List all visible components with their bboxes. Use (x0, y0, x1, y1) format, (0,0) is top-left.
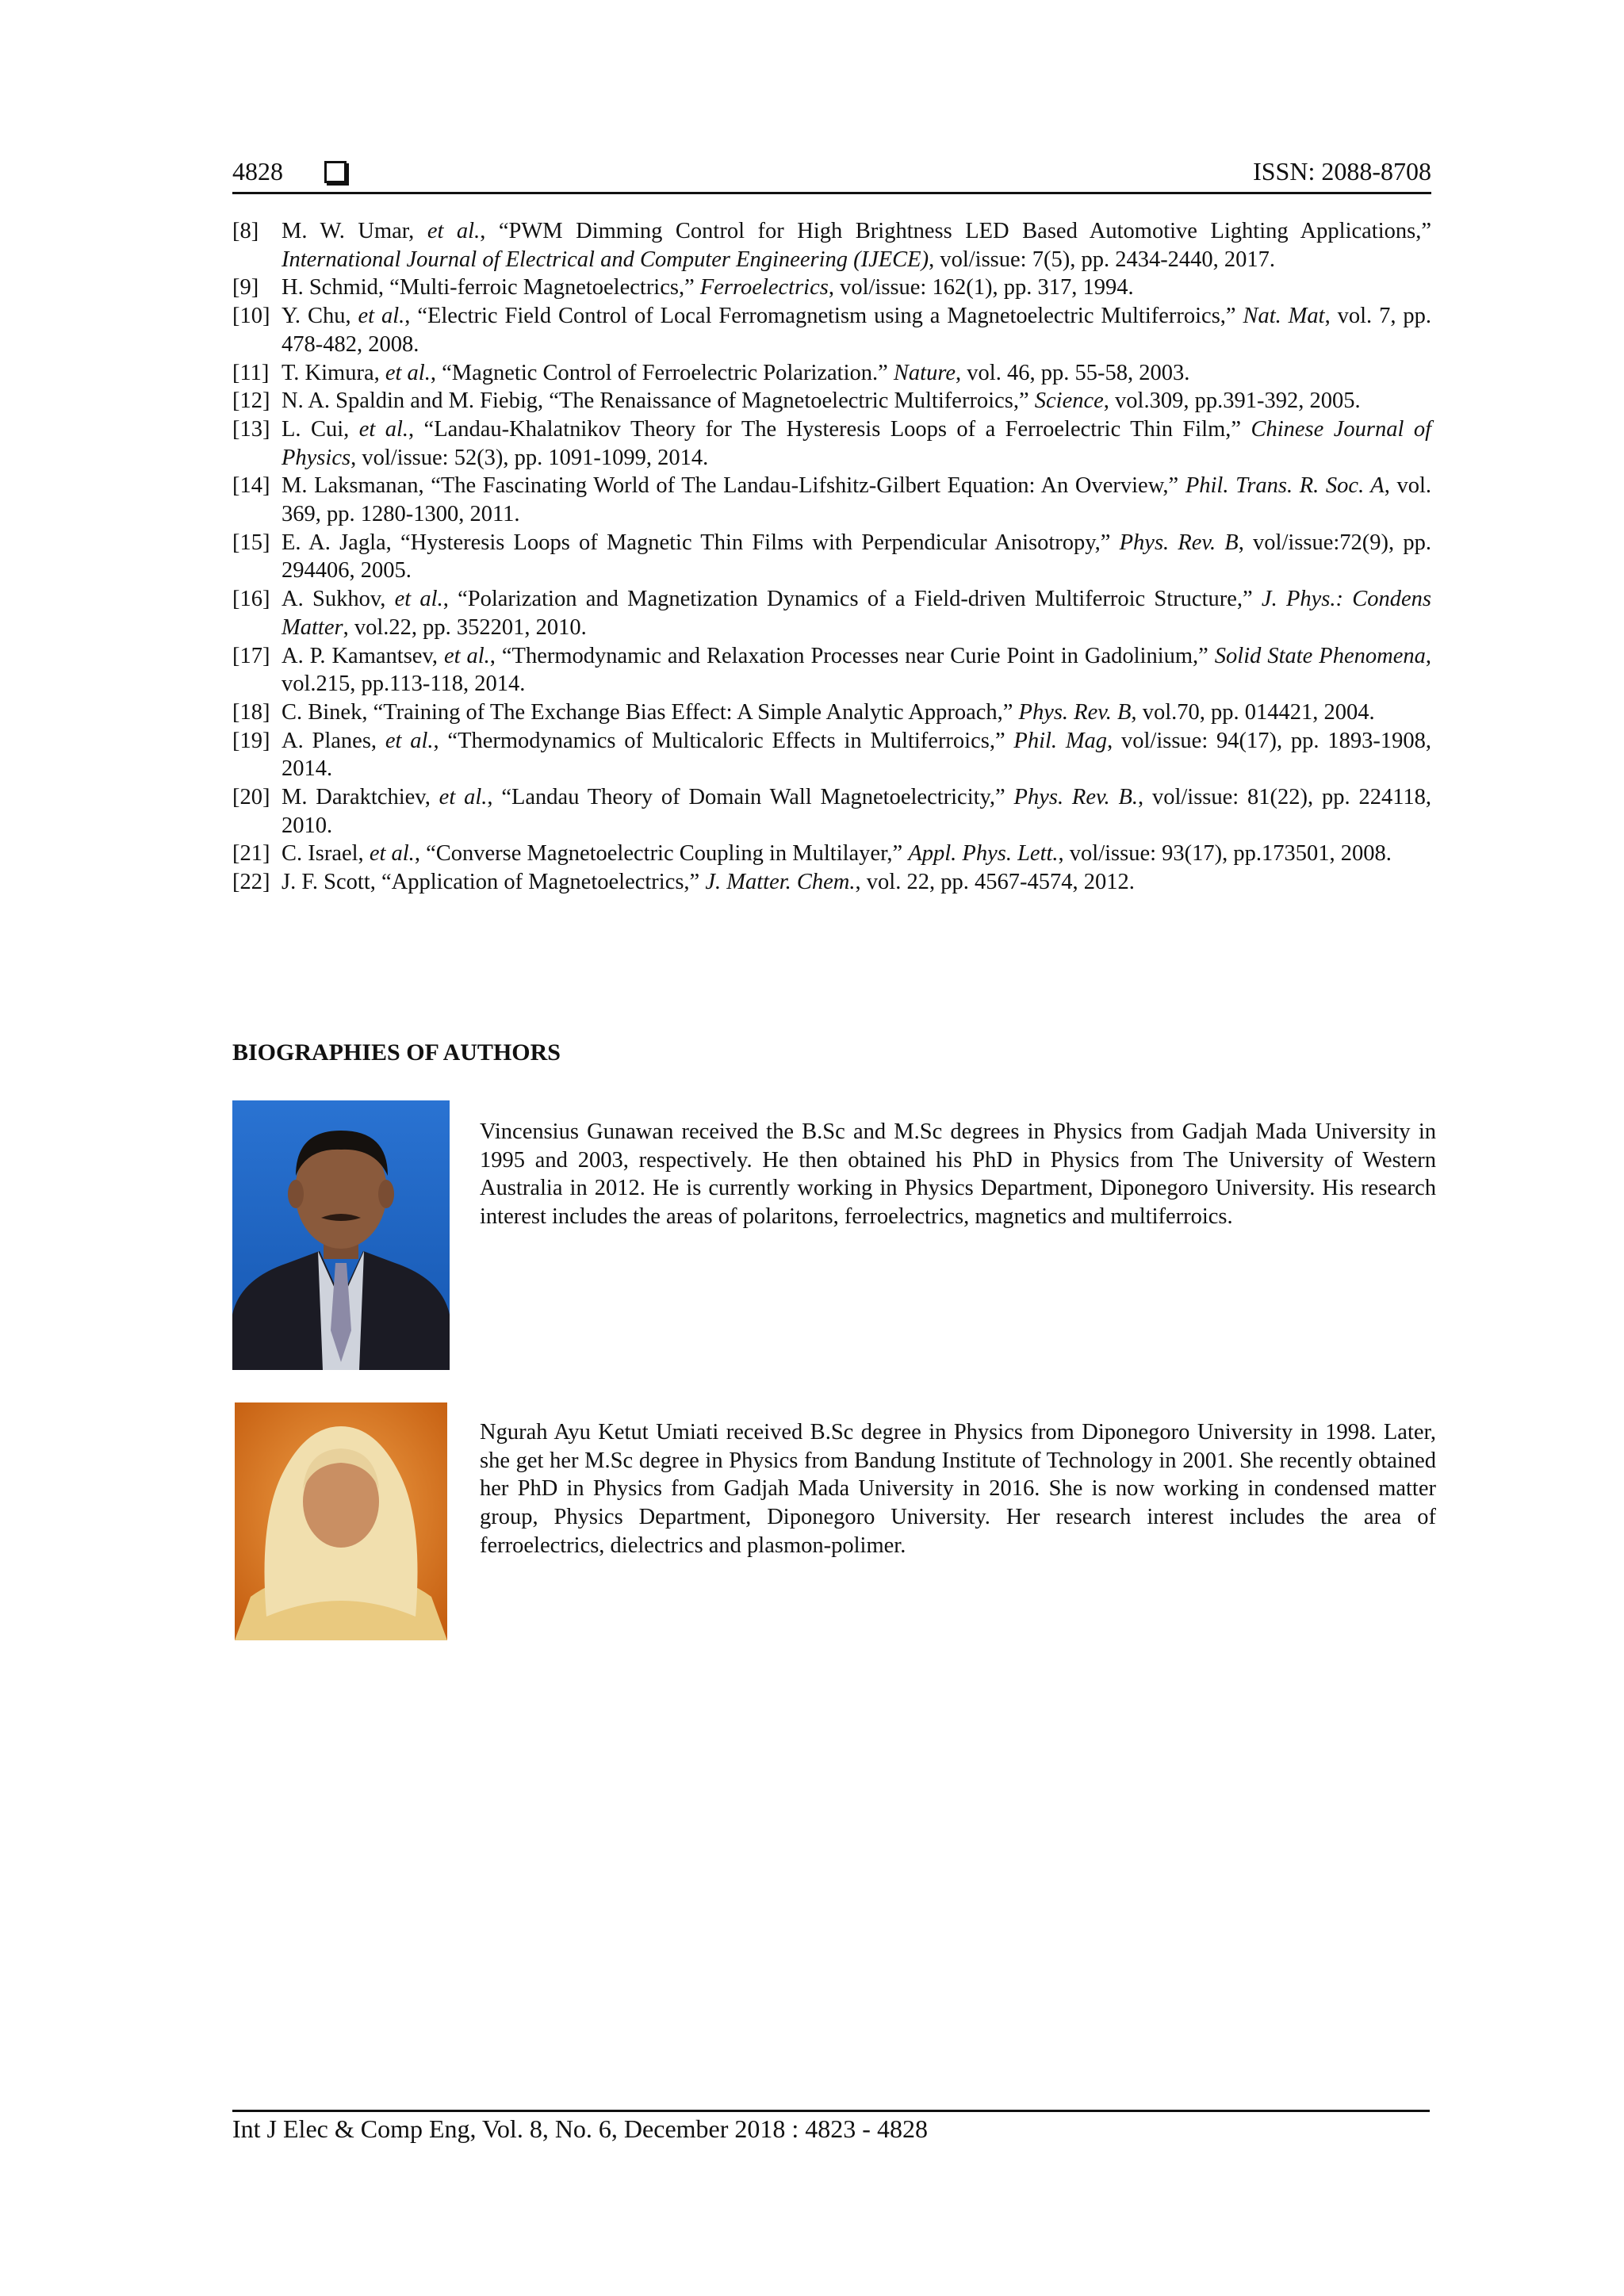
reference-text: , vol/issue: 7(5), pp. 2434-2440, 2017. (929, 247, 1276, 272)
issn: ISSN: 2088-8708 (1253, 157, 1431, 186)
reference-text: , vol. 7, pp. 478-482, 2008. (282, 304, 1431, 357)
reference-text: , vol.309, pp.391-392, 2005. (1103, 388, 1361, 414)
reference-item (232, 868, 1431, 897)
author-photo-gunawan (232, 1100, 450, 1370)
reference-number: [8] (232, 219, 259, 243)
reference-item (232, 698, 1431, 727)
reference-italic-text: Nature (893, 360, 956, 385)
reference-italic-text: et al. (427, 219, 481, 243)
reference-item (232, 585, 1431, 641)
reference-text: , “Landau-Khalatnikov Theory for The Hysteresis Loops of a Ferroelectric Thin Film,” (408, 416, 1251, 442)
ear-right (378, 1180, 394, 1208)
reference-italic-text: Nat. Mat (1243, 304, 1325, 329)
page-number: 4828 (232, 157, 283, 186)
reference-number: [10] (232, 304, 270, 329)
reference-item (232, 529, 1431, 585)
reference-text: H. Schmid, “Multi-ferroic Magnetoelectrics,” (282, 275, 700, 300)
reference-text: , vol/issue: 52(3), pp. 1091-1099, 2014. (350, 445, 709, 470)
biographies-heading: BIOGRAPHIES OF AUTHORS (232, 1039, 561, 1066)
reference-text: N. A. Spaldin and M. Fiebig, “The Renaissance of Magnetoelectric Multiferroics,” (282, 388, 1035, 414)
reference-number: [11] (232, 360, 270, 385)
reference-text: , “Converse Magnetoelectric Coupling in Multilayer,” (414, 841, 909, 867)
checkbox-glyph-icon (324, 161, 347, 183)
reference-text: M. Laksmanan, “The Fascinating World of The Landau-Lifshitz-Gilbert Equation: An Overview,” (282, 473, 1185, 499)
reference-text: A. Sukhov, (282, 587, 395, 612)
reference-text: , vol/issue: 94(17), pp. 1893-1908, 2014. (282, 728, 1431, 782)
reference-number: [22] (232, 870, 270, 895)
reference-number: [17] (232, 643, 270, 668)
reference-text: , “PWM Dimming Control for High Brightness LED Based Automotive Lighting Applications,” (480, 219, 1431, 243)
reference-italic-text: Ferroelectrics (699, 275, 829, 300)
author-bio-gunawan: Vincensius Gunawan received the B.Sc and M.Sc degrees in Physics from Gadjah Mada University in 1995 and 2003, respectively. He then obtained his PhD in Physics from The University of Western Australia in 2012. He is currently working in Physics Department, Diponegoro University. His research interest includes the areas of polaritons, ferroelectrics, magnetics and multiferroics. (480, 1119, 1436, 1230)
reference-text: , vol/issue: 162(1), pp. 317, 1994. (828, 275, 1134, 300)
reference-text: vol.70, pp. 014421, 2004. (1136, 699, 1375, 725)
page-header (232, 155, 1431, 187)
reference-text: A. P. Kamantsev, (282, 643, 444, 668)
reference-italic-text: et al. (443, 643, 490, 668)
header-rule (232, 192, 1431, 194)
reference-list (232, 217, 1431, 897)
reference-number: [13] (232, 416, 270, 442)
reference-italic-text: Science (1034, 388, 1104, 414)
reference-text: L. Cui, (282, 416, 359, 442)
reference-item (232, 727, 1431, 783)
reference-item (232, 783, 1431, 840)
reference-italic-text: Phys. Rev. B. (1013, 785, 1138, 810)
ear-left (288, 1180, 304, 1208)
reference-text: , “Polarization and Magnetization Dynamics of a Field-driven Multiferroic Structure,” (442, 587, 1262, 612)
reference-text: , “Landau Theory of Domain Wall Magnetoelectricity,” (487, 785, 1014, 810)
reference-italic-text: Phys. Rev. B (1119, 530, 1239, 555)
reference-text: , “Electric Field Control of Local Ferromagnetism using a Magnetoelectric Multiferroics,” (404, 304, 1243, 329)
reference-text: M. Daraktchiev, (282, 785, 439, 810)
reference-text: A. Planes, (282, 728, 385, 753)
reference-text: C. Israel, (282, 841, 370, 867)
reference-text: T. Kimura, (282, 360, 385, 385)
reference-item (232, 472, 1431, 528)
reference-italic-text: J. Phys.: Condens Matter (282, 587, 1431, 640)
reference-number: [9] (232, 275, 259, 300)
reference-italic-text: Appl. Phys. Lett. (908, 841, 1059, 867)
reference-text: M. W. Umar, (282, 219, 427, 243)
reference-italic-text: et al. (394, 587, 443, 612)
reference-item (232, 415, 1431, 472)
reference-italic-text: International Journal of Electrical and Computer Engineering (IJECE) (282, 247, 929, 272)
reference-text: , vol.215, pp.113-118, 2014. (282, 643, 1431, 697)
reference-text: , vol. 22, pp. 4567-4574, 2012. (855, 870, 1135, 895)
reference-text: , “Magnetic Control of Ferroelectric Polarization.” (430, 360, 894, 385)
reference-number: [15] (232, 530, 270, 555)
reference-italic-text: et al. (358, 304, 405, 329)
reference-item (232, 642, 1431, 698)
reference-italic-text: et al. (439, 785, 488, 810)
author-bio-umiati: Ngurah Ayu Ketut Umiati received B.Sc degree in Physics from Diponegoro University in 1998. Later, she get her M.Sc degree in Physics from Bandung Institute of Technology in 2001. She recently obtained her PhD in Physics from Gadjah Mada University in 2016. She is now working in condensed matter group, Physics Department, Diponegoro University. Her research interest includes the area of ferroelectrics, dielectrics and plasmon-polimer. (480, 1420, 1436, 1558)
reference-number: [20] (232, 785, 270, 810)
reference-number: [19] (232, 728, 270, 753)
reference-italic-text: Phys. Rev. B, (1018, 699, 1137, 725)
reference-text: , “Thermodynamic and Relaxation Processes near Curie Point in Gadolinium,” (489, 643, 1215, 668)
reference-item (232, 387, 1431, 415)
author-photo-umiati (235, 1402, 447, 1640)
footer-rule (232, 2110, 1430, 2112)
reference-number: [14] (232, 473, 270, 499)
reference-italic-text: J. Matter. Chem. (705, 870, 856, 895)
reference-italic-text: et al. (369, 841, 415, 867)
reference-italic-text: Phil. Trans. R. Soc. A (1185, 473, 1385, 499)
reference-text: Y. Chu, (282, 304, 358, 329)
reference-text: , “Thermodynamics of Multicaloric Effects in Multiferroics,” (433, 728, 1014, 753)
reference-italic-text: et al. (358, 416, 408, 442)
reference-number: [21] (232, 841, 270, 867)
reference-number: [12] (232, 388, 270, 414)
reference-italic-text: Chinese Journal of Physics (282, 416, 1431, 470)
reference-text: , vol/issue:72(9), pp. 294406, 2005. (282, 530, 1431, 584)
reference-text: , vol/issue: 81(22), pp. 224118, 2010. (282, 785, 1432, 838)
reference-italic-text: Solid State Phenomena (1214, 643, 1426, 668)
reference-number: [16] (232, 587, 270, 612)
page-footer: Int J Elec & Comp Eng, Vol. 8, No. 6, December 2018 : 4823 - 4828 (232, 2114, 928, 2143)
reference-item (232, 217, 1431, 274)
reference-item (232, 359, 1431, 388)
reference-number: [18] (232, 699, 270, 725)
reference-item (232, 274, 1431, 302)
reference-item (232, 302, 1431, 358)
reference-text: E. A. Jagla, “Hysteresis Loops of Magnetic Thin Films with Perpendicular Anisotropy,” (282, 530, 1120, 555)
reference-text: , vol/issue: 93(17), pp.173501, 2008. (1058, 841, 1392, 867)
reference-text: C. Binek, “Training of The Exchange Bias Effect: A Simple Analytic Approach,” (282, 699, 1019, 725)
reference-text: , vol. 369, pp. 1280-1300, 2011. (282, 473, 1431, 527)
reference-italic-text: Phil. Mag (1013, 728, 1108, 753)
reference-text: , vol. 46, pp. 55-58, 2003. (956, 360, 1190, 385)
reference-text: J. F. Scott, “Application of Magnetoelectrics,” (282, 870, 706, 895)
reference-italic-text: et al. (385, 728, 434, 753)
reference-italic-text: et al. (385, 360, 431, 385)
reference-text: , vol.22, pp. 352201, 2010. (343, 614, 587, 640)
reference-item (232, 840, 1431, 868)
